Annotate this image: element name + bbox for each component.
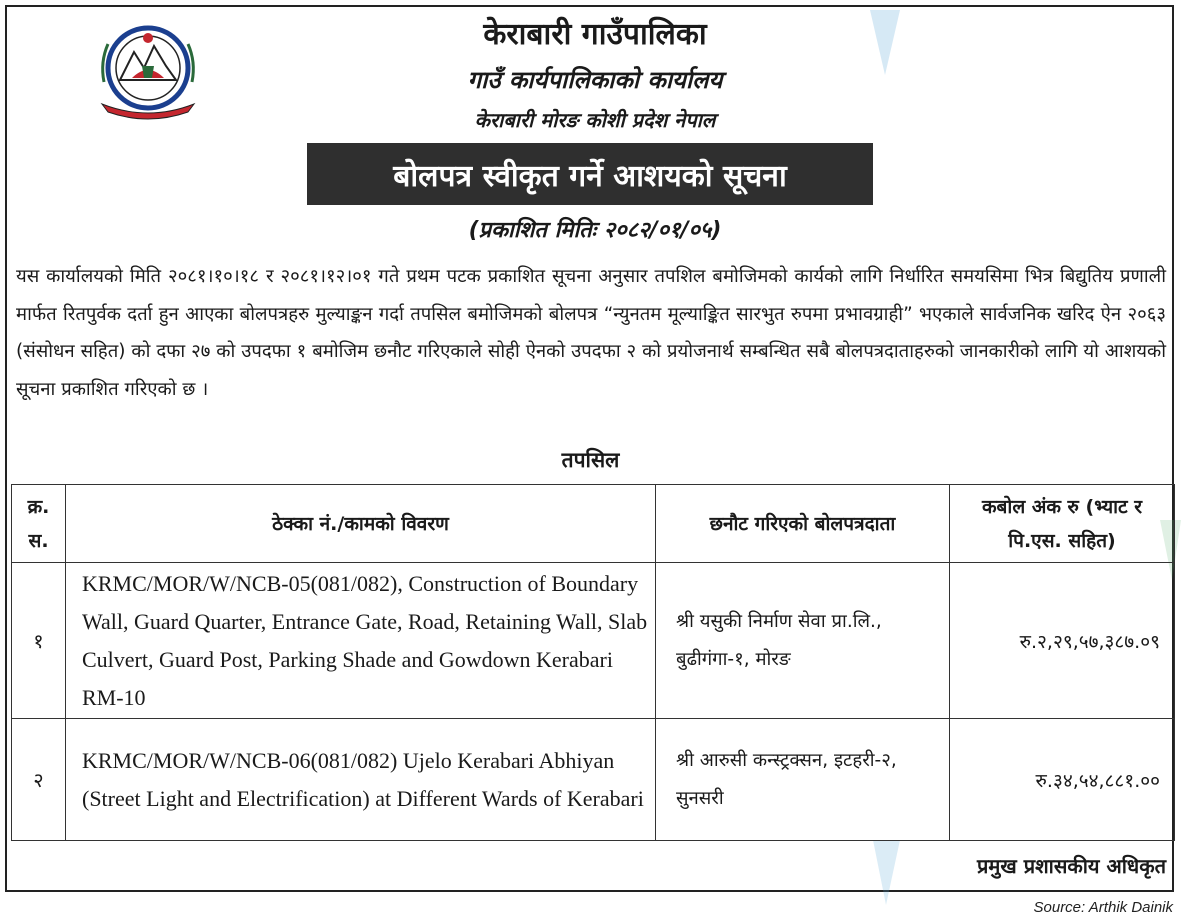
- table-row: [12, 563, 1175, 719]
- tapsil-label: तपसिल: [561, 448, 620, 472]
- row-description: KRMC/MOR/W/NCB-05(081/082), Construction of Boundary Wall, Guard Quarter, Entrance Gate, Road, Retaining Wall, Slab Culvert, Guard Post, Parking Shade and Gowdown Kerabari RM-10: [66, 563, 656, 719]
- notice-body: यस कार्यालयको मिति २०८१।१०।१८ र २०८१।१२।०१ गते प्रथम पटक प्रकाशित सूचना अनुसार तपशिल बमोजिमको कार्यको लागि निर्धारित समयसिमा भित्र बिद्युतिय प्रणाली मार्फत रितपुर्वक दर्ता हुन आएका बोलपत्रहरु मुल्याङ्कन गर्दा तपसिल बमोजिमको बोलपत्र “न्युनतम मूल्याङ्कित सारभुत रुपमा प्रभावग्राही” भएकाले सार्वजनिक खरिद ऐन २०६३ (संसोधन सहित) को दफा २७ को उपदफा १ बमोजिम छनौट गरिएकाले सोही ऐनको उपदफा २ को प्रयोजनार्थ सम्बन्धित सबै बोलपत्रदाताहरुको जानकारीको लागि यो आशयको सूचना प्रकाशित गरिएको छ ।: [16, 266, 1166, 400]
- notice-title-banner: [307, 143, 873, 205]
- table-row: [12, 719, 1175, 841]
- office-name: केराबारी गाउँपालिका: [483, 17, 707, 52]
- header-amount: कबोल अंक रु (भ्याट र पि.एस. सहित): [950, 485, 1175, 563]
- header-description: ठेक्का नं./कामको विवरण: [66, 485, 656, 563]
- signatory: प्रमुख प्रशासकीय अधिकृत: [977, 854, 1166, 878]
- row-bidder: श्री आरुसी कन्स्ट्रक्सन, इटहरी-२, सुनसरी: [656, 719, 950, 841]
- row-sn: १: [12, 563, 66, 719]
- row-sn: २: [12, 719, 66, 841]
- header-sn: क्र. स.: [12, 485, 66, 563]
- published-date: (प्रकाशित मितिः २०८२/०१/०५): [468, 218, 722, 243]
- table-header-row: [12, 485, 1175, 563]
- nepal-emblem-icon: [98, 22, 198, 120]
- header-bidder: छनौट गरिएको बोलपत्रदाता: [656, 485, 950, 563]
- bid-table: [11, 484, 1175, 841]
- office-subtitle: गाउँ कार्यपालिकाको कार्यालय: [467, 66, 723, 94]
- row-description: KRMC/MOR/W/NCB-06(081/082) Ujelo Kerabari Abhiyan (Street Light and Electrification) at Different Wards of Kerabari: [66, 719, 656, 841]
- row-bidder: श्री यसुकी निर्माण सेवा प्रा.लि., बुढीगंगा-१, मोरङ: [656, 563, 950, 719]
- office-address: केराबारी मोरङ कोशी प्रदेश नेपाल: [474, 108, 716, 132]
- source-credit: Source: Arthik Dainik: [1033, 899, 1173, 916]
- notice-title: बोलपत्र स्वीकृत गर्ने आशयको सूचना: [393, 158, 787, 194]
- row-amount: रु.३४,५४,८८१.००: [950, 719, 1175, 841]
- row-amount: रु.२,२९,५७,३८७.०९: [950, 563, 1175, 719]
